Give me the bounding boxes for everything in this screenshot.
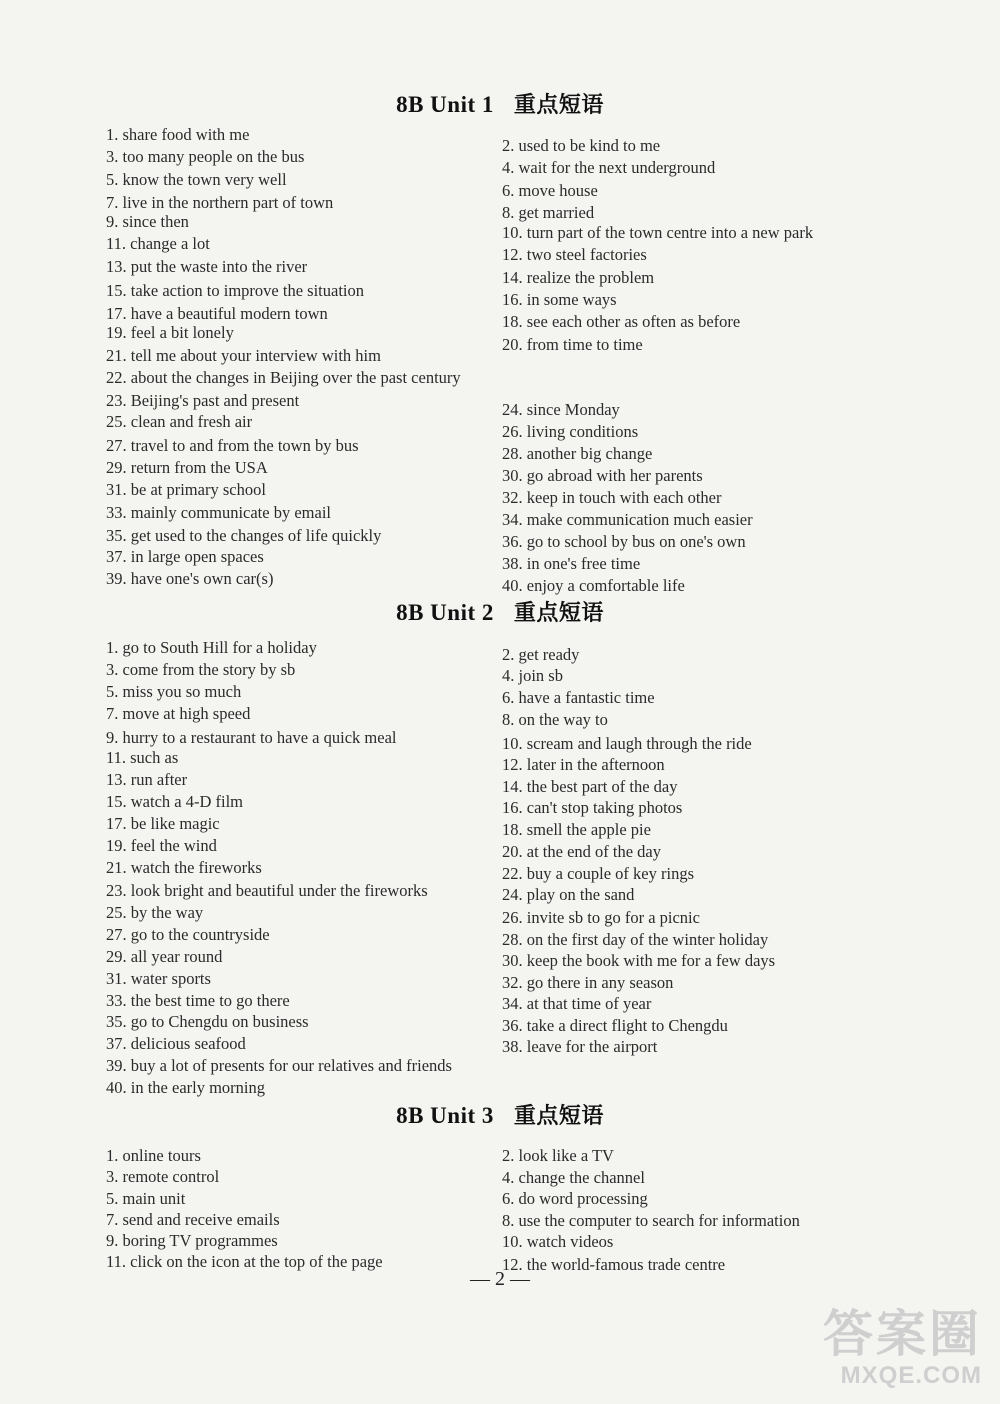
watermark-logo-text: 答案圈 xyxy=(823,1306,982,1362)
phrase-item: 2. used to be kind to me xyxy=(502,136,661,155)
phrase-item: 3. remote control xyxy=(106,1167,220,1186)
phrase-item: 21. watch the fireworks xyxy=(106,858,262,877)
phrase-item: 29. all year round xyxy=(106,947,223,966)
unit-title-en: 8B Unit 3 xyxy=(396,1103,494,1128)
unit-title-zh: 重点短语 xyxy=(513,601,604,626)
phrase-item: 38. leave for the airport xyxy=(502,1037,658,1056)
phrase-item: 3. come from the story by sb xyxy=(106,660,296,679)
phrase-item: 9. boring TV programmes xyxy=(106,1231,278,1250)
phrase-item: 27. go to the countryside xyxy=(106,925,270,944)
phrase-item: 20. from time to time xyxy=(502,335,643,354)
phrase-item: 8. get married xyxy=(502,203,595,222)
phrase-item: 11. change a lot xyxy=(106,234,210,253)
phrase-item: 28. on the first day of the winter holiday xyxy=(502,930,769,949)
phrase-item: 28. another big change xyxy=(502,444,653,463)
phrase-item: 7. move at high speed xyxy=(106,704,251,723)
phrase-item: 1. go to South Hill for a holiday xyxy=(106,638,317,657)
phrase-item: 40. in the early morning xyxy=(106,1078,266,1097)
phrase-item: 37. delicious seafood xyxy=(106,1034,246,1053)
phrase-item: 23. look bright and beautiful under the fireworks xyxy=(106,881,428,900)
phrase-item: 9. since then xyxy=(106,212,189,231)
phrase-item: 15. watch a 4-D film xyxy=(106,792,244,811)
phrase-item: 35. get used to the changes of life quickly xyxy=(106,526,382,545)
unit-title xyxy=(0,596,1000,627)
phrase-item: 36. take a direct flight to Chengdu xyxy=(502,1016,728,1035)
unit-title-en: 8B Unit 1 xyxy=(396,92,494,117)
unit-title-zh: 重点短语 xyxy=(513,1104,604,1129)
phrase-item: 13. put the waste into the river xyxy=(106,257,308,276)
phrase-item: 25. clean and fresh air xyxy=(106,412,253,431)
phrase-item: 38. in one's free time xyxy=(502,554,641,573)
phrase-item: 7. live in the northern part of town xyxy=(106,193,334,212)
phrase-item: 5. know the town very well xyxy=(106,170,287,189)
phrase-item: 22. buy a couple of key rings xyxy=(502,864,694,883)
phrase-item: 23. Beijing's past and present xyxy=(106,391,300,410)
phrase-item: 6. do word processing xyxy=(502,1189,648,1208)
phrase-item: 14. the best part of the day xyxy=(502,777,678,796)
phrase-item: 34. at that time of year xyxy=(502,994,652,1013)
phrase-item: 15. take action to improve the situation xyxy=(106,281,364,300)
phrase-item: 12. the world-famous trade centre xyxy=(502,1255,726,1274)
phrase-item: 6. have a fantastic time xyxy=(502,688,655,707)
phrase-item: 20. at the end of the day xyxy=(502,842,661,861)
phrase-item: 40. enjoy a comfortable life xyxy=(502,576,685,595)
phrase-item: 31. water sports xyxy=(106,969,211,988)
phrase-item: 21. tell me about your interview with him xyxy=(106,346,381,365)
phrase-item: 11. such as xyxy=(106,748,179,767)
phrase-item: 6. move house xyxy=(502,181,598,200)
phrase-item: 29. return from the USA xyxy=(106,458,268,477)
watermark-url: MXQE.COM xyxy=(840,1362,982,1389)
phrase-item: 10. turn part of the town centre into a new park xyxy=(502,223,814,242)
phrase-item: 19. feel a bit lonely xyxy=(106,323,234,342)
phrase-item: 8. use the computer to search for information xyxy=(502,1211,800,1230)
phrase-item: 33. the best time to go there xyxy=(106,991,290,1010)
phrase-item: 35. go to Chengdu on business xyxy=(106,1012,309,1031)
phrase-item: 39. have one's own car(s) xyxy=(106,569,274,588)
phrase-item: 31. be at primary school xyxy=(106,480,266,499)
phrase-item: 33. mainly communicate by email xyxy=(106,503,331,522)
watermark xyxy=(823,1306,982,1390)
phrase-item: 17. have a beautiful modern town xyxy=(106,304,328,323)
phrase-item: 30. keep the book with me for a few days xyxy=(502,951,776,970)
phrase-item: 4. change the channel xyxy=(502,1168,645,1187)
phrase-item: 30. go abroad with her parents xyxy=(502,466,703,485)
phrase-item: 19. feel the wind xyxy=(106,836,217,855)
unit-title xyxy=(0,88,1000,119)
phrase-item: 2. get ready xyxy=(502,645,580,664)
unit-title-zh: 重点短语 xyxy=(513,93,604,118)
phrase-item: 13. run after xyxy=(106,770,188,789)
phrase-item: 24. play on the sand xyxy=(502,885,635,904)
phrase-item: 4. wait for the next underground xyxy=(502,158,716,177)
phrase-item: 34. make communication much easier xyxy=(502,510,753,529)
phrase-item: 7. send and receive emails xyxy=(106,1210,280,1229)
phrase-item: 1. online tours xyxy=(106,1146,201,1165)
phrase-item: 18. smell the apple pie xyxy=(502,820,651,839)
phrase-item: 32. go there in any season xyxy=(502,973,674,992)
phrase-item: 14. realize the problem xyxy=(502,268,655,287)
phrase-item: 4. join sb xyxy=(502,666,563,685)
phrase-item: 16. in some ways xyxy=(502,290,617,309)
phrase-item: 12. two steel factories xyxy=(502,245,647,264)
phrase-item: 9. hurry to a restaurant to have a quick meal xyxy=(106,728,397,747)
phrase-item: 1. share food with me xyxy=(106,125,250,144)
phrase-item: 10. watch videos xyxy=(502,1232,614,1251)
phrase-item: 36. go to school by bus on one's own xyxy=(502,532,746,551)
phrase-item: 24. since Monday xyxy=(502,400,620,419)
phrase-item: 39. buy a lot of presents for our relatives and friends xyxy=(106,1056,452,1075)
phrase-item: 22. about the changes in Beijing over the past century xyxy=(106,368,461,387)
phrase-item: 8. on the way to xyxy=(502,710,608,729)
phrase-item: 32. keep in touch with each other xyxy=(502,488,722,507)
phrase-item: 25. by the way xyxy=(106,903,204,922)
unit-title-en: 8B Unit 2 xyxy=(396,600,494,625)
phrase-item: 10. scream and laugh through the ride xyxy=(502,734,752,753)
phrase-item: 26. living conditions xyxy=(502,422,639,441)
unit-title xyxy=(0,1099,1000,1130)
phrase-item: 26. invite sb to go for a picnic xyxy=(502,908,700,927)
page-number: — 2 — xyxy=(470,1268,530,1290)
phrase-item: 3. too many people on the bus xyxy=(106,147,305,166)
phrase-item: 37. in large open spaces xyxy=(106,547,264,566)
phrase-item: 11. click on the icon at the top of the page xyxy=(106,1252,383,1271)
phrase-item: 2. look like a TV xyxy=(502,1146,614,1165)
phrase-item: 12. later in the afternoon xyxy=(502,755,665,774)
phrase-item: 5. main unit xyxy=(106,1189,186,1208)
phrase-item: 17. be like magic xyxy=(106,814,220,833)
phrase-item: 27. travel to and from the town by bus xyxy=(106,436,359,455)
phrase-item: 5. miss you so much xyxy=(106,682,242,701)
phrase-item: 18. see each other as often as before xyxy=(502,312,741,331)
phrase-item: 16. can't stop taking photos xyxy=(502,798,683,817)
